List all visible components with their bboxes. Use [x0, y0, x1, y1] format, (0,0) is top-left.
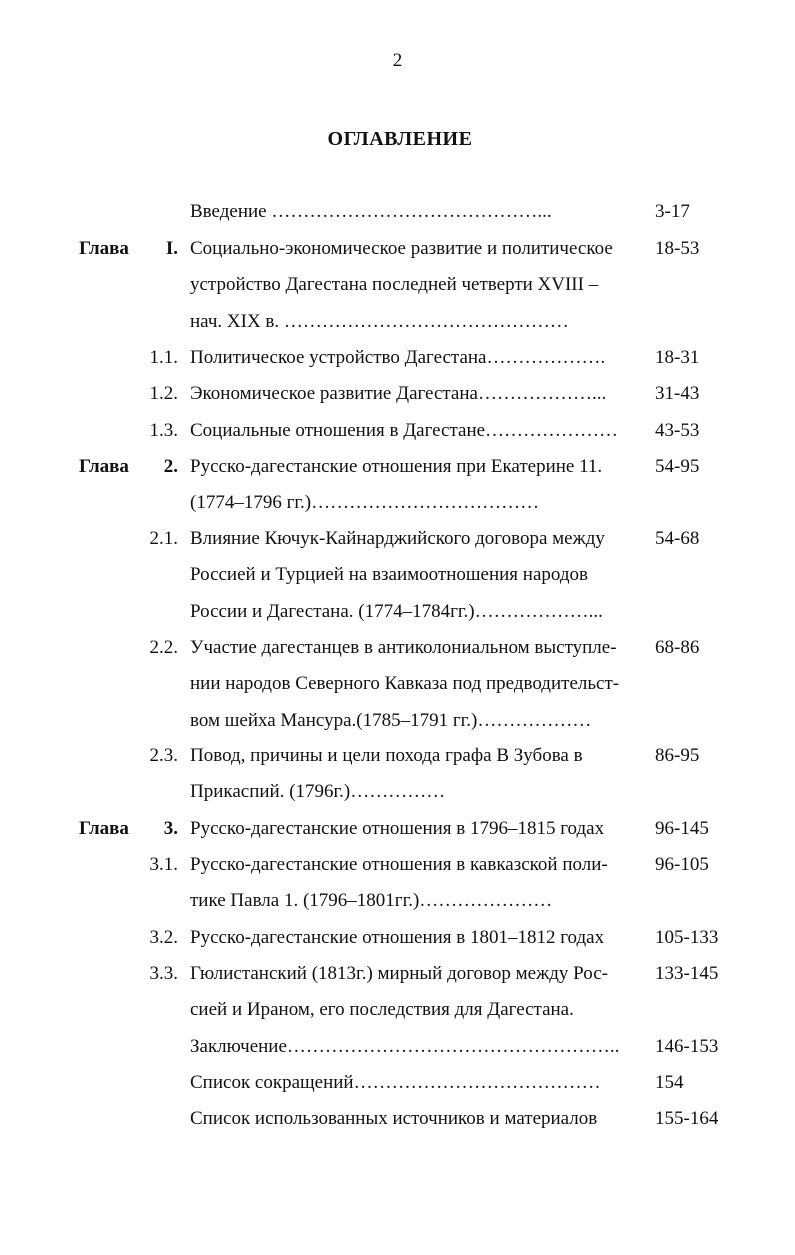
entry-title-line: устройство Дагестана последней четверти XVIII – [190, 274, 599, 296]
entry-title-line: сией и Ираном, его последствия для Дагестана. [190, 999, 574, 1021]
entry-title-line: нач. XIX в. ……………………………………… [190, 310, 569, 332]
section-number: 3.2. [149, 927, 178, 948]
page-range: 96-145 [655, 818, 709, 839]
section-number: 1.3. [149, 420, 178, 441]
entry-title-line: Гюлистанский (1813г.) мирный договор между Рос- [190, 963, 608, 984]
entry-title-line: Участие дагестанцев в антиколониальном выступле- [190, 637, 617, 658]
entry-title-line: Повод, причины и цели похода графа В Зубова в [190, 745, 583, 766]
page-range: 18-31 [655, 347, 700, 368]
page-range: 31-43 [655, 383, 700, 404]
page-range: 18-53 [655, 238, 700, 259]
page-range: 54-68 [655, 528, 700, 549]
page-range: 86-95 [655, 745, 700, 766]
chapter-number: 3. [163, 818, 178, 839]
entry-title-line: нии народов Северного Кавказа под предводительст- [190, 673, 620, 695]
entry-title-line: Русско-дагестанские отношения в кавказской поли- [190, 854, 608, 875]
entry-title-line: Список сокращений………………………………… [190, 1072, 601, 1093]
page-range: 96-105 [655, 854, 709, 875]
entry-title-line: вом шейха Мансура.(1785–1791 гг.)……………… [190, 709, 592, 731]
entry-title-line: Политическое устройство Дагестана………………. [190, 347, 606, 368]
entry-title-line: Список использованных источников и материалов [190, 1108, 598, 1129]
section-number: 1.2. [149, 383, 178, 404]
toc-title: ОГЛАВЛЕНИЕ [327, 128, 473, 150]
entry-title-line: России и Дагестана. (1774–1784гг.)………………... [190, 600, 603, 622]
page-range: 133-145 [655, 963, 719, 984]
chapter-label: Глава [79, 456, 129, 477]
page-range: 3-17 [655, 201, 690, 222]
page-range: 43-53 [655, 420, 700, 441]
entry-title-line: Социальные отношения в Дагестане………………… [190, 420, 619, 441]
chapter-number: 2. [163, 456, 178, 477]
page-range: 146-153 [655, 1036, 719, 1057]
section-number: 1.1. [149, 347, 178, 368]
entry-title-line: Экономическое развитие Дагестана………………... [190, 383, 607, 404]
section-number: 3.3. [149, 963, 178, 984]
page-number: 2 [392, 50, 403, 71]
entry-title-line: Россией и Турцией на взаимоотношения народов [190, 564, 588, 586]
entry-title-line: Прикаспий. (1796г.)…………… [190, 781, 446, 803]
entry-title-line: Русско-дагестанские отношения при Екатерине 11. [190, 456, 603, 477]
page-range: 154 [655, 1072, 684, 1093]
page-range: 54-95 [655, 456, 700, 477]
chapter-number: I. [165, 238, 178, 259]
entry-title-line: Русско-дагестанские отношения в 1796–1815 годах [190, 818, 605, 839]
entry-title-line: (1774–1796 гг.)……………………………… [190, 492, 540, 514]
section-number: 2.1. [149, 528, 178, 549]
chapter-label: Глава [79, 818, 129, 839]
entry-title-line: Социально-экономическое развитие и политическое [190, 238, 613, 259]
page-range: 155-164 [655, 1108, 719, 1129]
entry-title-line: Влияние Кючук-Кайнарджийского договора между [190, 528, 605, 549]
chapter-label: Глава [79, 238, 129, 259]
entry-title-line: тике Павла 1. (1796–1801гг.)………………… [190, 890, 553, 912]
section-number: 2.3. [149, 745, 178, 766]
entry-title-line: Заключение…………………………………………….. [190, 1036, 620, 1057]
section-number: 3.1. [149, 854, 178, 875]
entry-title-line: Введение ……………………………………... [190, 201, 552, 222]
entry-title-line: Русско-дагестанские отношения в 1801–1812 годах [190, 927, 605, 948]
page-range: 105-133 [655, 927, 719, 948]
page-range: 68-86 [655, 637, 700, 658]
section-number: 2.2. [149, 637, 178, 658]
